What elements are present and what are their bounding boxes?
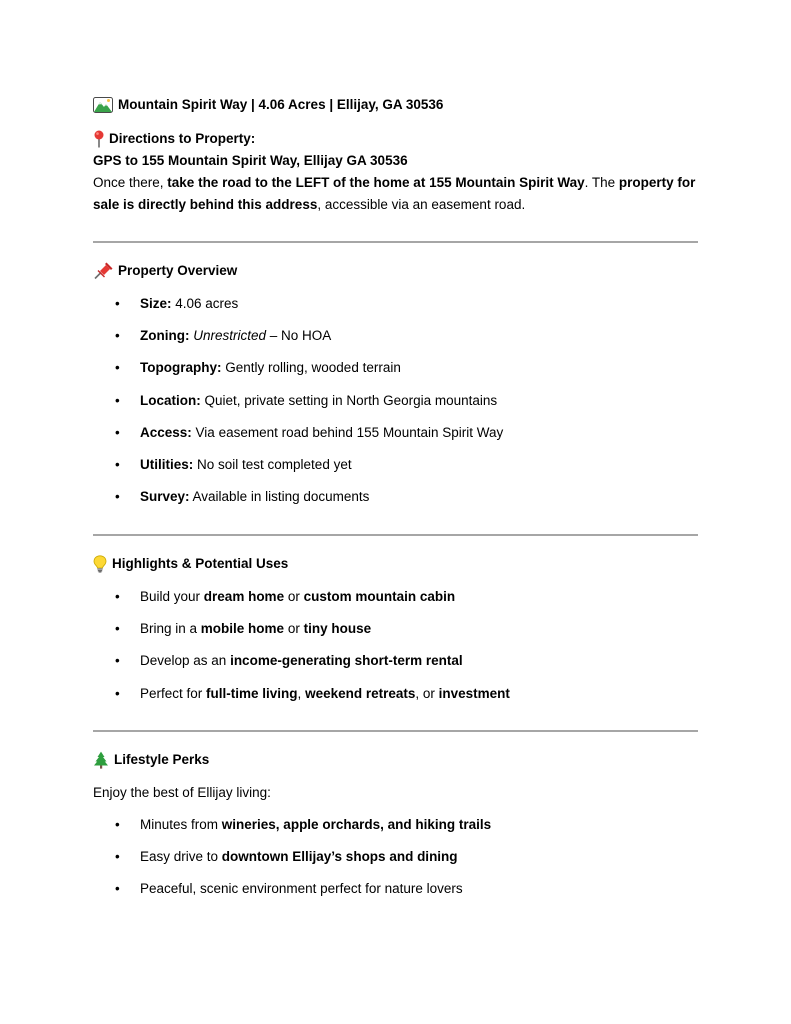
overview-heading-text: Property Overview <box>118 263 238 278</box>
section-divider <box>93 730 698 732</box>
item-label: Location: <box>140 393 201 408</box>
item-text: Build your <box>140 589 204 604</box>
gps-line: GPS to 155 Mountain Spirit Way, Ellijay GA 30536 <box>93 153 408 168</box>
directions-heading <box>93 128 255 150</box>
item-value: Gently rolling, wooded terrain <box>221 360 401 375</box>
directions-text-1: Once there, <box>93 175 168 190</box>
item-text: , <box>297 686 306 701</box>
directions-paragraph <box>93 172 698 216</box>
item-label: Zoning: <box>140 328 190 343</box>
bullet-glyph: • <box>115 881 120 896</box>
item-text: Easy drive to <box>140 849 222 864</box>
bullet-glyph: • <box>115 686 120 701</box>
item-value: Quiet, private setting in North Georgia mountains <box>200 393 498 408</box>
item-bold: investment <box>438 686 510 701</box>
item-text: or <box>284 589 304 604</box>
section-divider <box>93 241 698 243</box>
item-value: Via easement road behind 155 Mountain Spirit Way <box>191 425 504 440</box>
highlights-heading <box>93 553 288 575</box>
item-text: Develop as an <box>140 653 231 668</box>
item-text: or <box>284 621 304 636</box>
item-label: Size: <box>140 296 172 311</box>
item-value: Available in listing documents <box>189 489 370 504</box>
lifestyle-heading-text: Lifestyle Perks <box>114 752 210 767</box>
item-label: Access: <box>140 425 192 440</box>
item-text: Peaceful, scenic environment perfect for nature lovers <box>140 881 463 896</box>
pushpin-icon <box>93 262 113 280</box>
mountain-icon <box>93 96 113 114</box>
item-bold: full-time living <box>206 686 298 701</box>
item-value: 4.06 acres <box>171 296 239 311</box>
bullet-glyph: • <box>115 817 120 832</box>
item-bold: wineries, apple orchards, and hiking trails <box>221 817 492 832</box>
item-text: Bring in a <box>140 621 201 636</box>
item-label: Survey: <box>140 489 190 504</box>
directions-text-2: take the road to the LEFT of the home at 155 Mountain Spirit Way <box>167 175 585 190</box>
directions-heading-text: Directions to Property: <box>109 131 256 146</box>
item-italic: Unrestricted <box>193 328 267 343</box>
bullet-glyph: • <box>115 589 120 604</box>
round-pushpin-icon <box>93 130 105 148</box>
bullet-glyph: • <box>115 849 120 864</box>
highlights-heading-text: Highlights & Potential Uses <box>112 556 289 571</box>
item-bold: tiny house <box>303 621 372 636</box>
item-bold: weekend retreats <box>305 686 416 701</box>
bullet-glyph: • <box>115 425 120 440</box>
lifestyle-heading <box>93 749 209 771</box>
bullet-glyph: • <box>115 296 120 311</box>
section-divider <box>93 534 698 536</box>
item-bold: income-generating short-term rental <box>230 653 463 668</box>
bullet-glyph: • <box>115 457 120 472</box>
directions-text-4: property for sale is directly behind this address <box>93 175 696 212</box>
item-bold: dream home <box>203 589 285 604</box>
overview-heading <box>93 260 237 282</box>
bullet-glyph: • <box>115 489 120 504</box>
title-text: Mountain Spirit Way | 4.06 Acres | Ellijay, GA 30536 <box>118 97 444 112</box>
bullet-glyph: • <box>115 328 120 343</box>
light-bulb-icon <box>93 555 107 573</box>
item-value: – No HOA <box>266 328 332 343</box>
item-bold: mobile home <box>200 621 285 636</box>
item-text: Minutes from <box>140 817 222 832</box>
bullet-glyph: • <box>115 393 120 408</box>
item-label: Topography: <box>140 360 222 375</box>
bullet-glyph: • <box>115 360 120 375</box>
item-text: Perfect for <box>140 686 207 701</box>
directions-text-3: . The <box>584 175 619 190</box>
item-value: No soil test completed yet <box>193 457 352 472</box>
directions-text-5: , accessible via an easement road. <box>317 197 526 212</box>
bullet-glyph: • <box>115 621 120 636</box>
item-bold: downtown Ellijay’s shops and dining <box>221 849 458 864</box>
document-title <box>93 94 443 116</box>
item-label: Utilities: <box>140 457 194 472</box>
item-bold: custom mountain cabin <box>303 589 456 604</box>
evergreen-tree-icon <box>93 751 109 769</box>
item-text: , or <box>415 686 439 701</box>
lifestyle-intro: Enjoy the best of Ellijay living: <box>93 785 271 800</box>
bullet-glyph: • <box>115 653 120 668</box>
